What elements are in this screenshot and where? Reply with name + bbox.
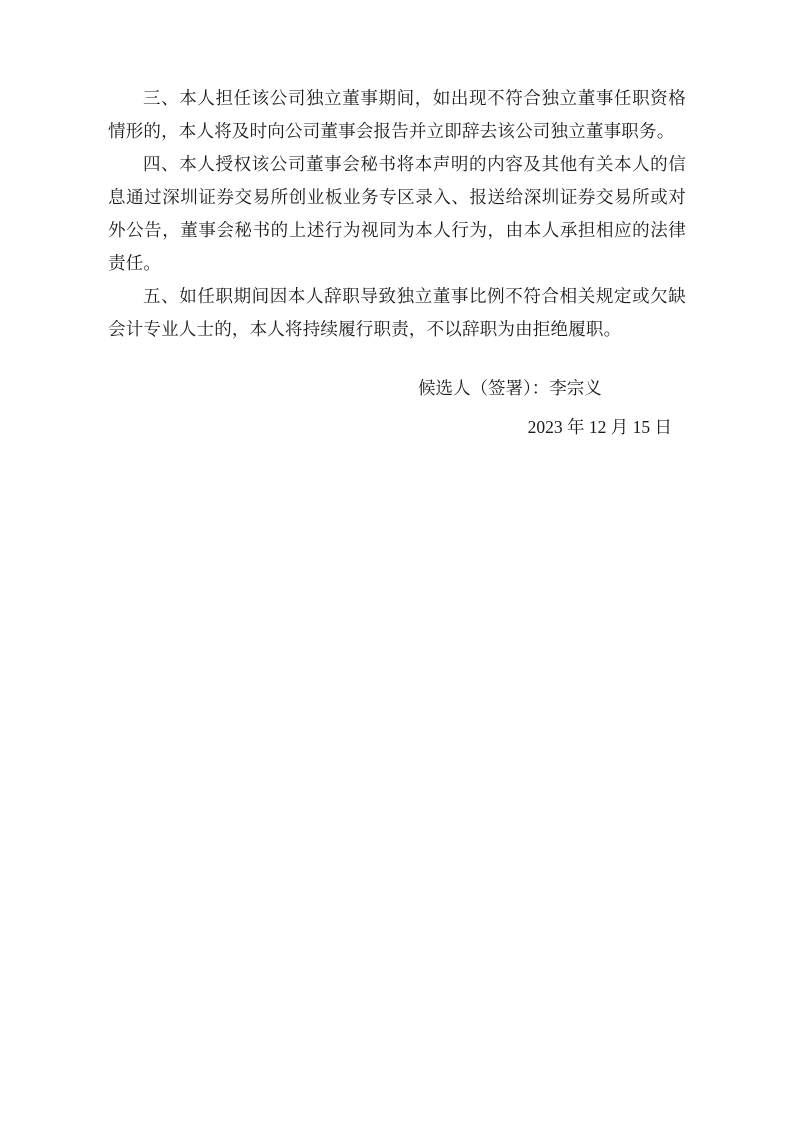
signature-block <box>108 372 686 444</box>
signature-date: 2023 年 12 月 15 日 <box>527 417 672 437</box>
paragraph-three: 三、本人担任该公司独立董事期间，如出现不符合独立董事任职资格情形的，本人将及时向公司董事会报告并立即辞去该公司独立董事职务。 <box>108 88 686 141</box>
paragraph-four: 四、本人授权该公司董事会秘书将本声明的内容及其他有关本人的信息通过深圳证券交易所创业板业务专区录入、报送给深圳证券交易所或对外公告，董事会秘书的上述行为视同为本人行为，由本人承担相应的法律责任。 <box>108 154 686 273</box>
paragraph-five: 五、如任职期间因本人辞职导致独立董事比例不符合相关规定或欠缺会计专业人士的，本人将持续履行职责，不以辞职为由拒绝履职。 <box>108 286 686 339</box>
document-body <box>108 82 686 346</box>
candidate-signature: 候选人（签署）：李宗义 <box>418 378 602 398</box>
